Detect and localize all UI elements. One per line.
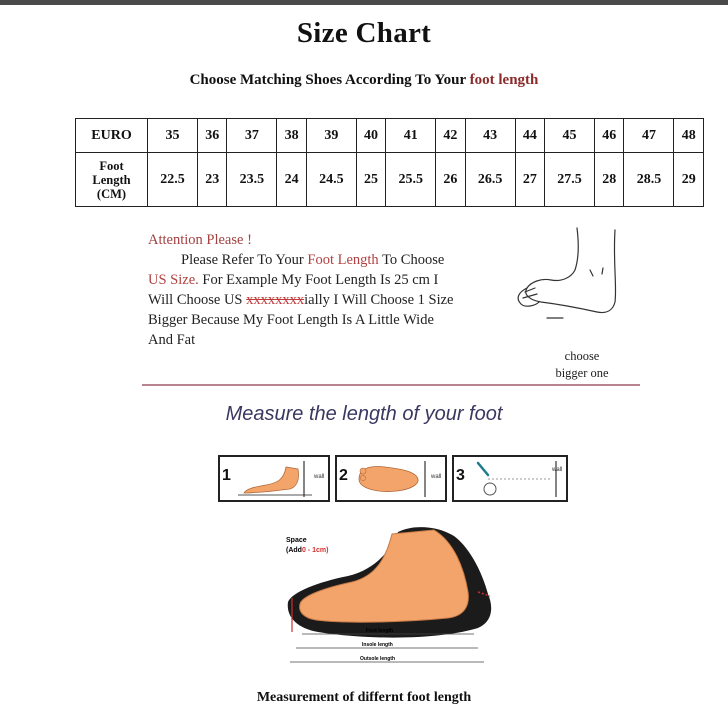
euro-size-cell: 46	[595, 119, 624, 153]
choose-note-line: bigger one	[555, 366, 609, 380]
foot-length-cell: 23.5	[227, 153, 277, 207]
foot-header-line: Length	[92, 172, 131, 187]
euro-size-cell: 47	[624, 119, 674, 153]
subtitle-highlight: foot length	[469, 72, 539, 88]
foot-shape	[300, 530, 469, 622]
step-3-panel	[452, 455, 568, 502]
euro-size-cell: 38	[277, 119, 306, 153]
euro-size-cell: 44	[515, 119, 544, 153]
foot-top-view-icon	[351, 459, 431, 499]
foot-length-cell: 26	[436, 153, 465, 207]
foot-header-line: (CM)	[96, 186, 127, 201]
euro-size-cell: 40	[356, 119, 385, 153]
choose-note-line: choose	[564, 349, 600, 363]
attention-strikethrough: xxxxxxxx	[246, 292, 305, 308]
attention-text: To Choose	[382, 252, 445, 268]
foot-on-ruler-icon	[234, 459, 314, 499]
insole-length-label: Insole length	[362, 642, 393, 648]
space-label: Space	[286, 537, 307, 544]
foot-length-cell: 29	[674, 153, 704, 207]
euro-size-cell: 35	[148, 119, 198, 153]
step-1-panel	[218, 455, 330, 502]
wall-label: wall	[552, 467, 563, 473]
divider	[142, 384, 640, 386]
outsole-length-label: Outsole length	[360, 656, 395, 662]
attention-highlight: Foot Length	[307, 252, 379, 268]
attention-note	[148, 230, 528, 350]
attention-text: Please Refer To Your	[181, 252, 304, 268]
attention-highlight: US Size.	[148, 272, 199, 288]
foot-length-cell: 22.5	[148, 153, 198, 207]
pencil-mark-icon	[468, 459, 564, 499]
euro-size-cell: 39	[306, 119, 356, 153]
attention-text: For Example My Foot Length Is 25 cm I	[202, 272, 439, 288]
wall-label: wall	[314, 474, 325, 480]
subtitle	[0, 72, 728, 89]
euro-row	[76, 119, 704, 153]
step-1-number: 1	[222, 467, 231, 484]
euro-size-cell: 45	[545, 119, 595, 153]
page-title: Size Chart	[296, 17, 432, 49]
euro-size-cell: 43	[465, 119, 515, 153]
euro-size-cell: 48	[674, 119, 704, 153]
euro-size-cell: 42	[436, 119, 465, 153]
attention-text: ially I Will Choose 1 Size	[304, 292, 454, 308]
foot-length-cell: 25	[356, 153, 385, 207]
foot-length-cell: 28	[595, 153, 624, 207]
attention-line: Bigger Because My Foot Length Is A Little Wide	[148, 312, 434, 328]
euro-size-cell: 36	[198, 119, 227, 153]
attention-line	[148, 270, 528, 290]
foot-length-cell: 27	[515, 153, 544, 207]
foot-length-cell: 28.5	[624, 153, 674, 207]
attention-title: Attention Please !	[148, 232, 252, 248]
measure-steps	[218, 455, 568, 502]
wall-label: wall	[431, 474, 442, 480]
foot-length-cell: 24	[277, 153, 306, 207]
euro-size-cell: 41	[386, 119, 436, 153]
attention-line	[148, 290, 528, 310]
foot-sketch-icon	[505, 222, 645, 332]
top-border	[0, 0, 728, 5]
diagram-caption: Measurement of differnt foot length	[256, 690, 472, 705]
attention-line: And Fat	[148, 332, 196, 348]
foot-length-cell: 25.5	[386, 153, 436, 207]
euro-size-cell: 37	[227, 119, 277, 153]
step-3-number: 3	[456, 467, 465, 484]
foot-length-cell: 24.5	[306, 153, 356, 207]
foot-length-row	[76, 153, 704, 207]
space-add-label: (Add0 - 1cm)	[286, 547, 329, 554]
foot-length-header	[76, 153, 148, 207]
foot-length-label: Foot length	[366, 628, 394, 634]
foot-length-cell: 26.5	[465, 153, 515, 207]
foot-in-shoe-diagram	[278, 512, 503, 687]
foot-length-cell: 27.5	[545, 153, 595, 207]
step-2-number: 2	[339, 467, 348, 484]
measure-title: Measure the length of your foot	[225, 403, 503, 425]
choose-bigger-note	[540, 348, 624, 382]
foot-length-cell: 23	[198, 153, 227, 207]
attention-line	[148, 250, 528, 270]
step-2-panel	[335, 455, 447, 502]
euro-header: EURO	[76, 119, 148, 153]
size-table	[75, 118, 704, 207]
subtitle-prefix: Choose Matching Shoes According To Your	[189, 72, 466, 88]
foot-header-line: Foot	[99, 158, 124, 173]
attention-text: Will Choose US	[148, 292, 243, 308]
